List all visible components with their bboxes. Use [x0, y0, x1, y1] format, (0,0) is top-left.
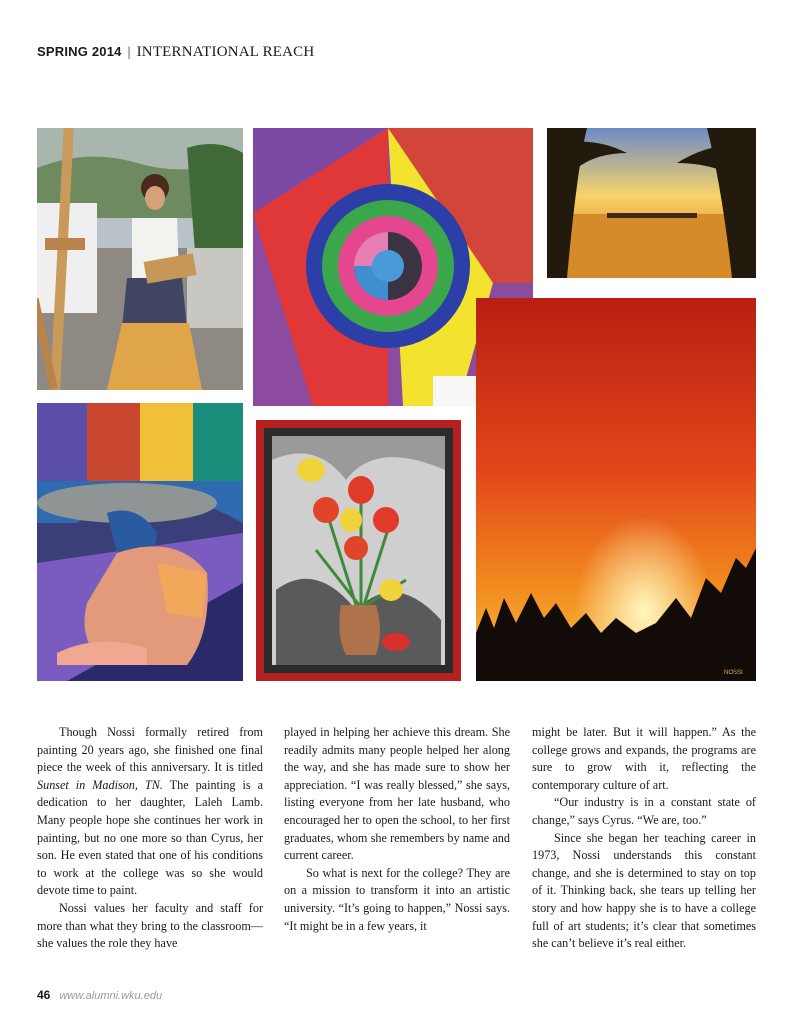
article-paragraph: So what is next for the college? They are on a mission to transform it into an artistic university. “It’s going to happen,” Nossi says. “It might be in a few years, it: [284, 865, 510, 933]
footer-url[interactable]: www.alumni.wku.edu: [59, 990, 163, 1002]
article-paragraph: Though Nossi formally retired from painting 20 years ago, she finished one final piece the week of this anniversary. It is titled Sunset in Madison, TN. The painting is a dedication to her daughter, Laleh Lamb. Many people hope she continues her work in painting, but no one more so than Cyrus, her son. He even stated that one of his conditions to work at the college was so she would devote time to paint.: [37, 725, 264, 898]
section-title: INTERNATIONAL REACH: [136, 44, 315, 60]
header-separator: |: [127, 45, 131, 60]
painting-tulips-vase: [256, 420, 461, 681]
photo-artist-painting: [37, 128, 243, 390]
article-paragraph: Since she began her teaching career in 1973, Nossi understands this constant change, and she is determined to stay on top of it. Thinking back, she tears up telling her story and how happy she is to have a college full of art students; it’s clear that sometimes she can’t believe it’s real either.: [532, 830, 756, 951]
article-paragraph: played in helping her achieve this dream. She readily admits many people helped her along the way, and she has made sure to show her appreciation. “I was really blessed,” she says, listing everyone from her late husband, who encouraged her to open the school, to her first graduates, whom she remembers by name and current career.: [284, 725, 510, 863]
painting-tropical-sunset: [547, 128, 756, 278]
page-footer: [37, 988, 162, 1003]
article-column-1: [37, 724, 263, 953]
article-paragraph: Nossi values her faculty and staff for more than what they bring to the classroom—she values the role they have: [37, 900, 263, 951]
issue-season: SPRING 2014: [37, 44, 122, 59]
svg-text:NOSSI: NOSSI: [724, 670, 743, 676]
painting-title: Sunset in Madison, TN.: [37, 777, 163, 792]
article-column-3: [532, 724, 756, 953]
page-number: 46: [37, 988, 51, 1002]
painting-seated-figure: [37, 403, 243, 681]
article-paragraph: might be later. But it will happen.” As the college grows and expands, the programs are sure to grow with it, reflecting the contemporary culture of art.: [532, 725, 756, 792]
article-paragraph: “Our industry is in a constant state of change,” says Cyrus. “We are, too.”: [532, 795, 756, 827]
running-header: [37, 44, 314, 61]
painting-red-sunset: [476, 298, 756, 681]
article-column-2: [284, 724, 510, 935]
